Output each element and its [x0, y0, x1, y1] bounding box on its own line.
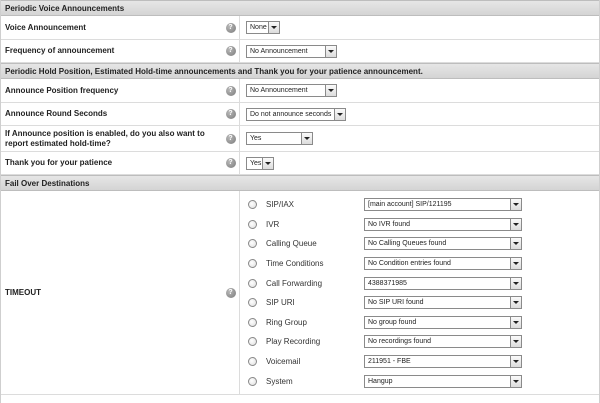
voicemail-select[interactable] — [364, 355, 522, 368]
round-seconds-value: Do not announce seconds — [250, 110, 332, 118]
call-forwarding-radio[interactable] — [248, 279, 257, 288]
select-value: No SIP URI found — [368, 299, 424, 307]
timeout-row — [1, 191, 599, 395]
system-select[interactable] — [364, 375, 522, 388]
section-fail-over-destinations: Fail Over Destinations — [1, 175, 599, 191]
thank-you-label: Thank you for your patience — [5, 158, 113, 167]
chevron-down-icon — [510, 238, 521, 249]
destination-sip-uri — [240, 293, 599, 313]
destination-call-forwarding — [240, 273, 599, 293]
chevron-down-icon — [510, 297, 521, 308]
time-conditions-select[interactable] — [364, 257, 522, 270]
frequency-row — [1, 40, 599, 63]
chevron-down-icon — [325, 46, 336, 57]
destination-label: IVR — [266, 219, 280, 229]
select-value: 211951 - FBE — [368, 358, 411, 366]
voice-announcement-label: Voice Announcement — [5, 22, 86, 32]
call-forwarding-select[interactable] — [364, 277, 522, 290]
destination-time-conditions — [240, 254, 599, 274]
select-value: No IVR found — [368, 220, 411, 228]
chevron-down-icon — [301, 133, 312, 144]
select-value: [main account] SIP/121195 — [368, 201, 452, 209]
destination-label: SIP/IAX — [266, 200, 295, 210]
destination-play-recording — [240, 332, 599, 352]
voicemail-radio[interactable] — [248, 357, 257, 366]
help-icon[interactable]: ? — [226, 288, 236, 298]
voice-announcement-select[interactable] — [246, 21, 280, 34]
destination-label: Call Forwarding — [266, 278, 323, 288]
estimated-hold-value: Yes — [250, 135, 262, 142]
destination-label: SIP URI — [266, 298, 295, 308]
thank-you-value: Yes — [250, 159, 262, 167]
destination-label: Ring Group — [266, 317, 307, 327]
destination-label: Voicemail — [266, 357, 301, 367]
chevron-down-icon — [510, 199, 521, 210]
destination-sip-iax — [240, 195, 599, 215]
select-value: No group found — [368, 318, 417, 326]
ivr-select[interactable] — [364, 218, 522, 231]
sip-uri-select[interactable] — [364, 296, 522, 309]
help-icon[interactable]: ? — [226, 134, 236, 144]
frequency-label: Frequency of announcement — [5, 46, 115, 55]
destination-system — [240, 371, 599, 391]
chevron-down-icon — [510, 219, 521, 230]
select-value: Hangup — [368, 377, 393, 385]
ring-group-radio[interactable] — [248, 318, 257, 327]
section-periodic-hold-position: Periodic Hold Position, Estimated Hold-time announcements and Thank you for your patience announcement. — [1, 63, 599, 79]
system-radio[interactable] — [248, 377, 257, 386]
destination-label: System — [266, 376, 293, 386]
calling-queue-radio[interactable] — [248, 239, 257, 248]
ivr-radio[interactable] — [248, 220, 257, 229]
help-icon[interactable]: ? — [226, 23, 236, 33]
select-value: 4388371985 — [368, 279, 407, 287]
chevron-down-icon — [510, 376, 521, 387]
chevron-down-icon — [334, 109, 345, 120]
position-frequency-value: No Announcement — [250, 87, 308, 94]
ring-group-select[interactable] — [364, 316, 522, 329]
position-frequency-row — [1, 79, 599, 103]
chevron-down-icon — [510, 258, 521, 269]
play-recording-select[interactable] — [364, 335, 522, 348]
round-seconds-row — [1, 103, 599, 126]
position-frequency-select[interactable] — [246, 84, 337, 97]
estimated-hold-row — [1, 126, 599, 152]
help-icon[interactable]: ? — [226, 46, 236, 56]
voice-announcement-row — [1, 16, 599, 40]
frequency-value: No Announcement — [250, 47, 308, 55]
chevron-down-icon — [268, 22, 279, 33]
select-value: No Calling Queues found — [368, 240, 447, 248]
help-icon[interactable]: ? — [226, 109, 236, 119]
calling-queue-select[interactable] — [364, 237, 522, 250]
destination-ring-group — [240, 313, 599, 333]
sip-iax-select[interactable] — [364, 198, 522, 211]
chevron-down-icon — [325, 85, 336, 96]
destination-label: Time Conditions — [266, 259, 324, 269]
estimated-hold-select[interactable] — [246, 132, 313, 145]
chevron-down-icon — [510, 356, 521, 367]
sip-uri-radio[interactable] — [248, 298, 257, 307]
chevron-down-icon — [510, 278, 521, 289]
sip-iax-radio[interactable] — [248, 200, 257, 209]
destination-calling-queue — [240, 234, 599, 254]
destination-voicemail — [240, 352, 599, 372]
play-recording-radio[interactable] — [248, 337, 257, 346]
estimated-hold-label: If Announce position is enabled, do you also want to report estimated hold-time? — [5, 128, 205, 148]
chevron-down-icon — [262, 158, 273, 169]
time-conditions-radio[interactable] — [248, 259, 257, 268]
destination-label: Play Recording — [266, 337, 321, 347]
select-value: No recordings found — [368, 338, 432, 346]
section-periodic-voice-announcements: Periodic Voice Announcements — [1, 0, 599, 16]
round-seconds-select[interactable] — [246, 108, 346, 121]
destination-list — [240, 191, 599, 394]
position-frequency-label: Announce Position frequency — [5, 85, 119, 95]
destination-ivr — [240, 215, 599, 235]
thank-you-row — [1, 152, 599, 175]
frequency-select[interactable] — [246, 45, 337, 58]
help-icon[interactable]: ? — [226, 158, 236, 168]
select-value: No Condition entries found — [368, 260, 451, 268]
destination-label: Calling Queue — [266, 239, 317, 249]
voice-announcement-value: None — [250, 24, 267, 31]
chevron-down-icon — [510, 336, 521, 347]
thank-you-select[interactable] — [246, 157, 274, 170]
chevron-down-icon — [510, 317, 521, 328]
help-icon[interactable]: ? — [226, 86, 236, 96]
round-seconds-label: Announce Round Seconds — [5, 109, 108, 118]
timeout-label: TIMEOUT — [5, 288, 41, 297]
